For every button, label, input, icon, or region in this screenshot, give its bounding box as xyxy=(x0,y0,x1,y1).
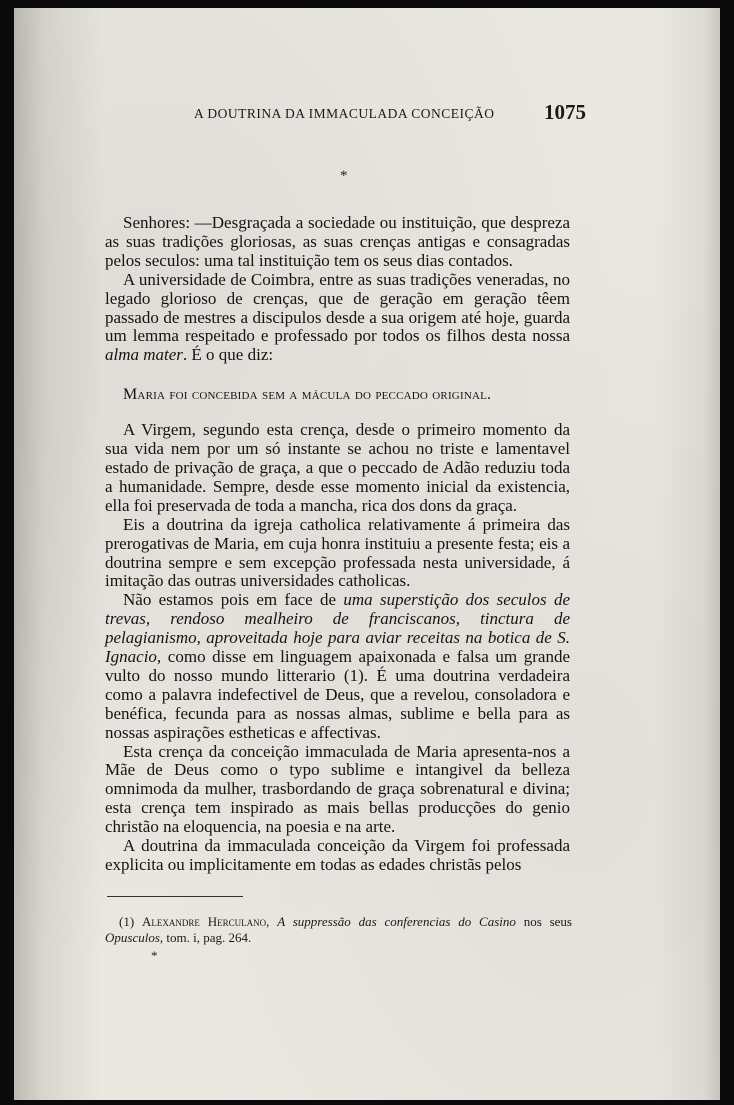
book-page xyxy=(14,8,720,1100)
footnote-author: Alexandre Herculano xyxy=(142,914,267,929)
paragraph-7: A doutrina da immaculada conceição da Virgem foi professada explicita ou implicitamente em todas as edades christãs pelos xyxy=(105,836,570,874)
paragraph-5-text-a: Não estamos pois em face de xyxy=(123,590,344,610)
paragraph-2-text-a: A universidade de Coimbra, entre as suas tradições veneradas, no legado glorioso de crenças, que de geração em geração têem passado de mestres a discipulos desde a sua origem até hoje, guarda um lemma respeitado e professado por todos os filhos desta nossa xyxy=(105,269,570,346)
footnote-text-a: nos seus xyxy=(515,914,572,929)
footnote-works: Opusculos xyxy=(105,930,160,945)
alma-mater-italic: alma mater xyxy=(105,345,183,365)
footnote-marker: (1) xyxy=(119,914,142,929)
quoted-phrase-italic: uma superstição dos seculos de trevas, rendoso mealheiro de franciscanos, tinctura de pelagianismo, aproveitada hoje para aviar receitas na botica de S. Ignacio, xyxy=(105,590,570,667)
paragraph-6: Esta crença da conceição immaculada de Maria apresenta-nos a Mãe de Deus como o typo sublime e intangivel da belleza omnimoda da mulher, trasbordando de graça sobrenatural e divina; esta crença tem inspirado as mais bellas producções do genio christão na eloquencia, na poesia e na arte. xyxy=(105,741,570,837)
paragraph-2 xyxy=(105,271,570,366)
page-header xyxy=(14,100,720,130)
paragraph-5-text-b: como disse em linguagem apaixonada e falsa um grande vulto do nosso mundo litterario (1). É uma doutrina verdadeira como a palavra indefectivel de Deus, que a revelou, consoladora e benéfica, fecunda para as nossas almas, sublime e bella para as nossas aspirações estheticas e affectivas. xyxy=(105,647,570,742)
paragraph-3: A Virgem, segundo esta crença, desde o primeiro momento da sua vida nem por um só instante se achou no triste e lamentavel estado de privação de graça, a que o peccado de Adão reduziu toda a humanidade. Sempre, desde esse momento inicial da existencia, ella foi preservada de toda a mancha, rica dos dons da graça. xyxy=(105,420,570,515)
paragraph-2-text-b: . É o que diz: xyxy=(182,345,274,365)
footnote-rule xyxy=(107,896,243,897)
paragraph-1: Senhores: —Desgraçada a sociedade ou instituição, que despreza as suas tradições gloriosas, as suas crenças antigas e consagradas pelos seculos: uma tal instituição tem os seus dias contados. xyxy=(105,213,570,270)
university-motto: Maria foi concebida sem a mácula do peccado original. xyxy=(123,386,492,404)
running-title: A DOUTRINA DA IMMACULADA CONCEIÇÃO xyxy=(194,106,495,121)
footnote-title: A suppressão das conferencias do Casino xyxy=(277,914,516,929)
paragraph-4: Eis a doutrina da igreja catholica relativamente á primeira das prerogativas de Maria, em cuja honra instituiu a presente festa; eis a doutrina sempre e sem excepção professada nesta universidade, á imitação das outras universidades catholicas. xyxy=(105,514,570,591)
section-asterisk: * xyxy=(340,168,348,184)
paragraph-5 xyxy=(105,591,570,742)
page-number: 1075 xyxy=(544,100,586,124)
main-text xyxy=(105,214,570,875)
footer-asterisk: * xyxy=(151,948,158,963)
footnote xyxy=(105,914,572,946)
footnote-text-b: , tom. i, pag. 264. xyxy=(159,930,252,945)
footnote-separator: , xyxy=(266,914,278,929)
